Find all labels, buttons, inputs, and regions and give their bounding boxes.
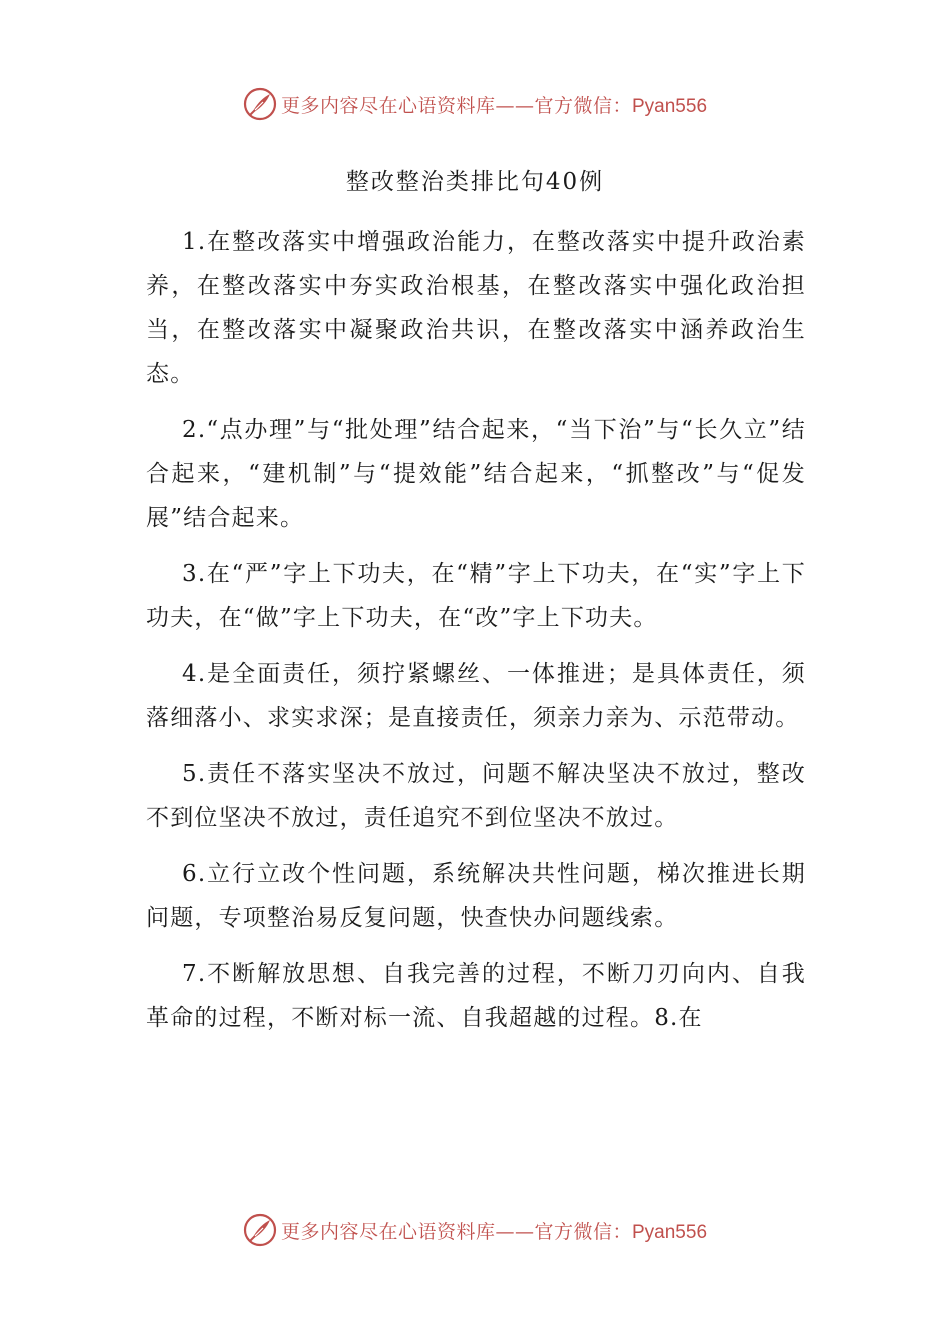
banner-wechat-label: 官方微信： [534, 94, 632, 117]
paragraph-3: 3.在“严”字上下功夫，在“精”字上下功夫，在“实”字上下功夫，在“做”字上下功夫，在“改”字上下功夫。 [146, 561, 806, 631]
banner-text [281, 1217, 707, 1244]
feather-pen-logo-icon [243, 87, 277, 121]
paragraph-4: 4.是全面责任，须拧紧螺丝、一体推进；是具体责任，须落细落小、求实求深；是直接责任，须亲力亲为、示范带动。 [146, 661, 806, 731]
document-title: 整改整治类排比句40例 [345, 169, 605, 195]
header-banner [0, 82, 950, 126]
banner-text [281, 91, 707, 118]
banner-main-text: 更多内容尽在心语资料库 [280, 94, 496, 117]
paragraph-7: 7.不断解放思想、自我完善的过程，不断刀刃向内、自我革命的过程，不断对标一流、自我超越的过程。8.在 [146, 961, 806, 1031]
paragraph-5: 5.责任不落实坚决不放过，问题不解决坚决不放过，整改不到位坚决不放过，责任追究不到位坚决不放过。 [146, 761, 806, 831]
banner-separator: —— [495, 94, 535, 117]
banner-wechat-label: 官方微信： [534, 1220, 632, 1243]
feather-pen-logo-icon [243, 1213, 277, 1247]
paragraph-6: 6.立行立改个性问题，系统解决共性问题，梯次推进长期问题，专项整治易反复问题，快查快办问题线索。 [146, 861, 806, 931]
paragraph-1: 1.在整改落实中增强政治能力，在整改落实中提升政治素养，在整改落实中夯实政治根基，在整改落实中强化政治担当，在整改落实中凝聚政治共识，在整改落实中涵养政治生态。 [146, 229, 806, 387]
banner-wechat-id: Pyan556 [632, 95, 708, 117]
banner-separator: —— [495, 1220, 535, 1243]
footer-banner [0, 1208, 950, 1252]
banner-main-text: 更多内容尽在心语资料库 [280, 1220, 496, 1243]
document-body [146, 220, 806, 1052]
banner-wechat-id: Pyan556 [632, 1221, 708, 1243]
paragraph-2: 2.“点办理”与“批处理”结合起来，“当下治”与“长久立”结合起来，“建机制”与“提效能”结合起来，“抓整改”与“促发展”结合起来。 [146, 417, 806, 531]
